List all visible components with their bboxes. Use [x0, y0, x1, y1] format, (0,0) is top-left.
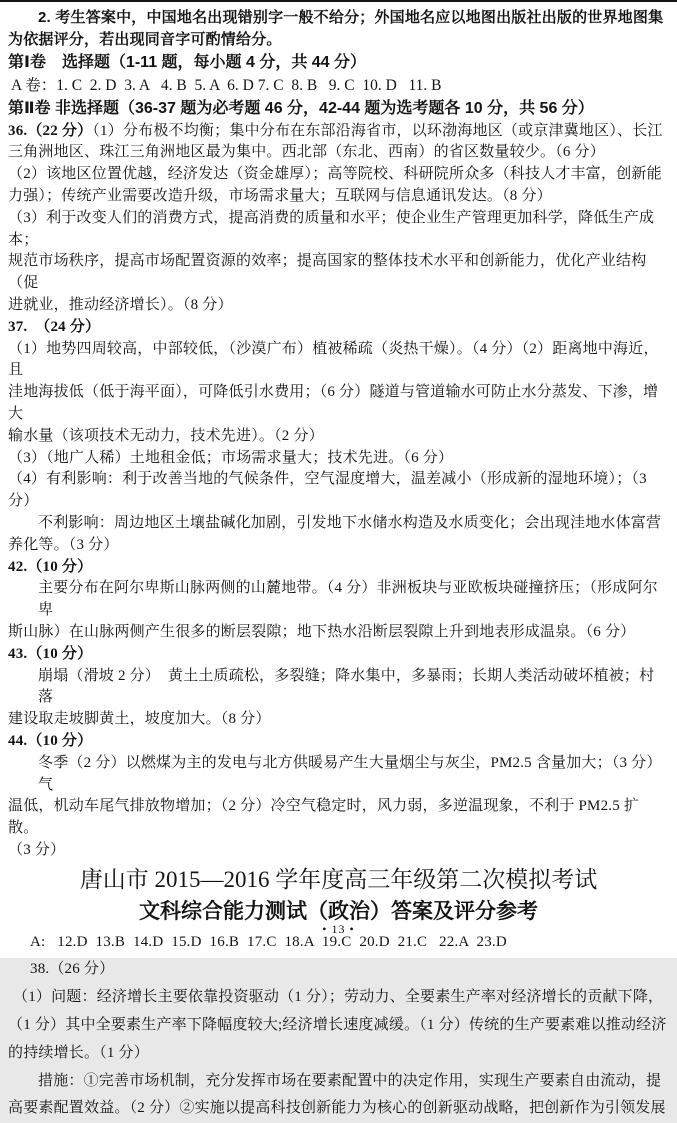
- q36-line-2: 三角洲地区、珠江三角洲地区最为集中。西北部（东北、西南）的省区数量较少。（6 分）: [8, 144, 605, 161]
- q42-line-1: 主要分布在阿尔卑斯山脉两侧的山麓地带。（4 分）非洲板块与亚欧板块碰撞挤压；（形成阿尔卑: [38, 580, 658, 619]
- q37-line-2: 洼地海拔低（低于海平面），可降低引水费用；（6 分）隧道与管道输水可防止水分蒸发、下渗，增大: [8, 384, 659, 422]
- intro-note-line-2: 为依据评分，若出现同音字可酌情给分。: [8, 30, 282, 48]
- q43-line-2: 建设取走坡脚黄土，坡度加大。（8 分）: [8, 711, 271, 728]
- q42-line-2: 斯山脉）在山脉两侧产生很多的断层裂隙；地下热水沿断层裂隙上升到地表形成温泉。（6 分）: [8, 623, 636, 640]
- q38-line-5: 高要素配置效益。（2 分）②实施以提高科技创新能力为核心的创新驱动战略，把创新作为引领发展: [8, 1100, 666, 1117]
- q36-line-4: 力强）；传统产业需要改造升级，市场需求量大；互联网与信息通讯发达。（8 分）: [8, 187, 552, 204]
- q37-line-7: 养化等。（3 分）: [8, 536, 119, 553]
- q37-line-1: （1）地势四周较高，中部较低，（沙漠广布）植被稀疏（炎热干燥）。（4 分）（2）距离地中海近，且: [8, 340, 659, 379]
- q42-label: 42.（10 分）: [8, 558, 93, 575]
- q44-line-1: 冬季（2 分）以燃煤为主的发电与北方供暖易产生大量烟尘与灰尘，PM2.5 含量加大；（3 分） 气: [38, 754, 670, 793]
- politics-answer-line: A: 12.D 13.B 14.D 15.D 16.B 17.C 18.A 19.C 20.D 21.C 22.A 23.D: [30, 933, 507, 950]
- q36-label: 36.（22 分）: [8, 122, 93, 139]
- q37-line-5: （4）有利影响：利于改善当地的气候条件，空气湿度增大，温差减小（形成新的湿地环境）；（3 分）: [8, 471, 651, 510]
- q36-line-3: （2）该地区位置优越，经济发达（资金雄厚）；高等院校、科研院所众多（科技人才丰富，创新能: [8, 166, 662, 183]
- q38-line-4: 措施：①完善市场机制，充分发挥市场在要素配置中的决定作用，实现生产要素自由流动，提: [38, 1072, 662, 1089]
- section-1-heading: 第Ⅰ卷 选择题（1-11 题，每小题 4 分，共 44 分）: [8, 53, 367, 71]
- q36-line-1: [8, 121, 669, 143]
- section-2-heading: 第Ⅱ卷 非选择题（36-37 题为必考题 46 分，42-44 题为选考题各 10 分，共 56 分）: [8, 99, 594, 117]
- q43-label: 43.（10 分）: [8, 645, 93, 662]
- q37-line-4: （3）（地广人稀）土地租金低；市场需求量大；技术先进。（6 分）: [8, 449, 454, 466]
- q44-line-3: （3 分）: [8, 841, 66, 858]
- scan-edge-line: [0, 0, 677, 2]
- intro-note-line-1: 2. 考生答案中，中国地名出现错别字一般不给分；外国地名应以地图出版社出版的世界地图集: [38, 9, 664, 26]
- q36-line-7: 进就业，推动经济增长）。（8 分）: [8, 296, 233, 313]
- q38-line-1: （1）问题：经济增长主要依靠投资驱动（1 分）；劳动力、全要素生产率对经济增长的贡献下降，: [13, 989, 664, 1006]
- q44-label: 44.（10 分）: [8, 732, 93, 749]
- q36-line-5: （3）利于改变人们的消费方式，提高消费的质量和水平；使企业生产管理更加科学，降低生产成本；: [8, 209, 655, 248]
- q37-line-3: 输水量（该项技术无动力，技术先进）。（2 分）: [8, 427, 324, 444]
- q37-label: 37. （24 分）: [8, 318, 101, 335]
- politics-exam-title: 唐山市 2015—2016 学年度高三年级第二次模拟考试: [79, 866, 598, 892]
- q43-line-1: 崩塌（滑坡 2 分） 黄土土质疏松，多裂缝；降水集中，多暴雨；长期人类活动破坏植被；村落: [38, 667, 655, 706]
- q38-line-3: 的持续增长。（1 分）: [8, 1044, 149, 1061]
- volume-a-answer-line: A 卷：1. C 2. D 3. A 4. B 5. A 6. D 7. C 8. B 9. C 10. D 11. B: [11, 76, 442, 94]
- page-number: • 13 •: [322, 922, 355, 936]
- q36-text: （1）分布极不均衡；集中分布在东部沿海省市，以环渤海地区（或京津冀地区）、长江: [92, 122, 663, 139]
- q44-line-2: 温低，机动车尾气排放物增加；（2 分）冷空气稳定时，风力弱，多逆温现象，不利于 PM2.5 扩散。: [8, 798, 640, 837]
- document-content: [8, 7, 669, 1123]
- q38-label: 38.（26 分）: [30, 961, 115, 978]
- q38-line-2: （1 分）其中全要素生产率下降幅度较大;经济增长速度减缓。（1 分）传统的生产要素难以推动经济: [8, 1017, 667, 1034]
- politics-exam-subtitle: 文科综合能力测试（政治）答案及评分参考: [139, 899, 538, 923]
- q37-line-6: 不利影响：周边地区土壤盐碱化加剧，引发地下水储水构造及水质变化；会出现洼地水体富营: [38, 514, 662, 531]
- q36-line-6: 规范市场秩序，提高市场配置资源的效率；提高国家的整体技术水平和创新能力，优化产业结构（促: [8, 253, 647, 292]
